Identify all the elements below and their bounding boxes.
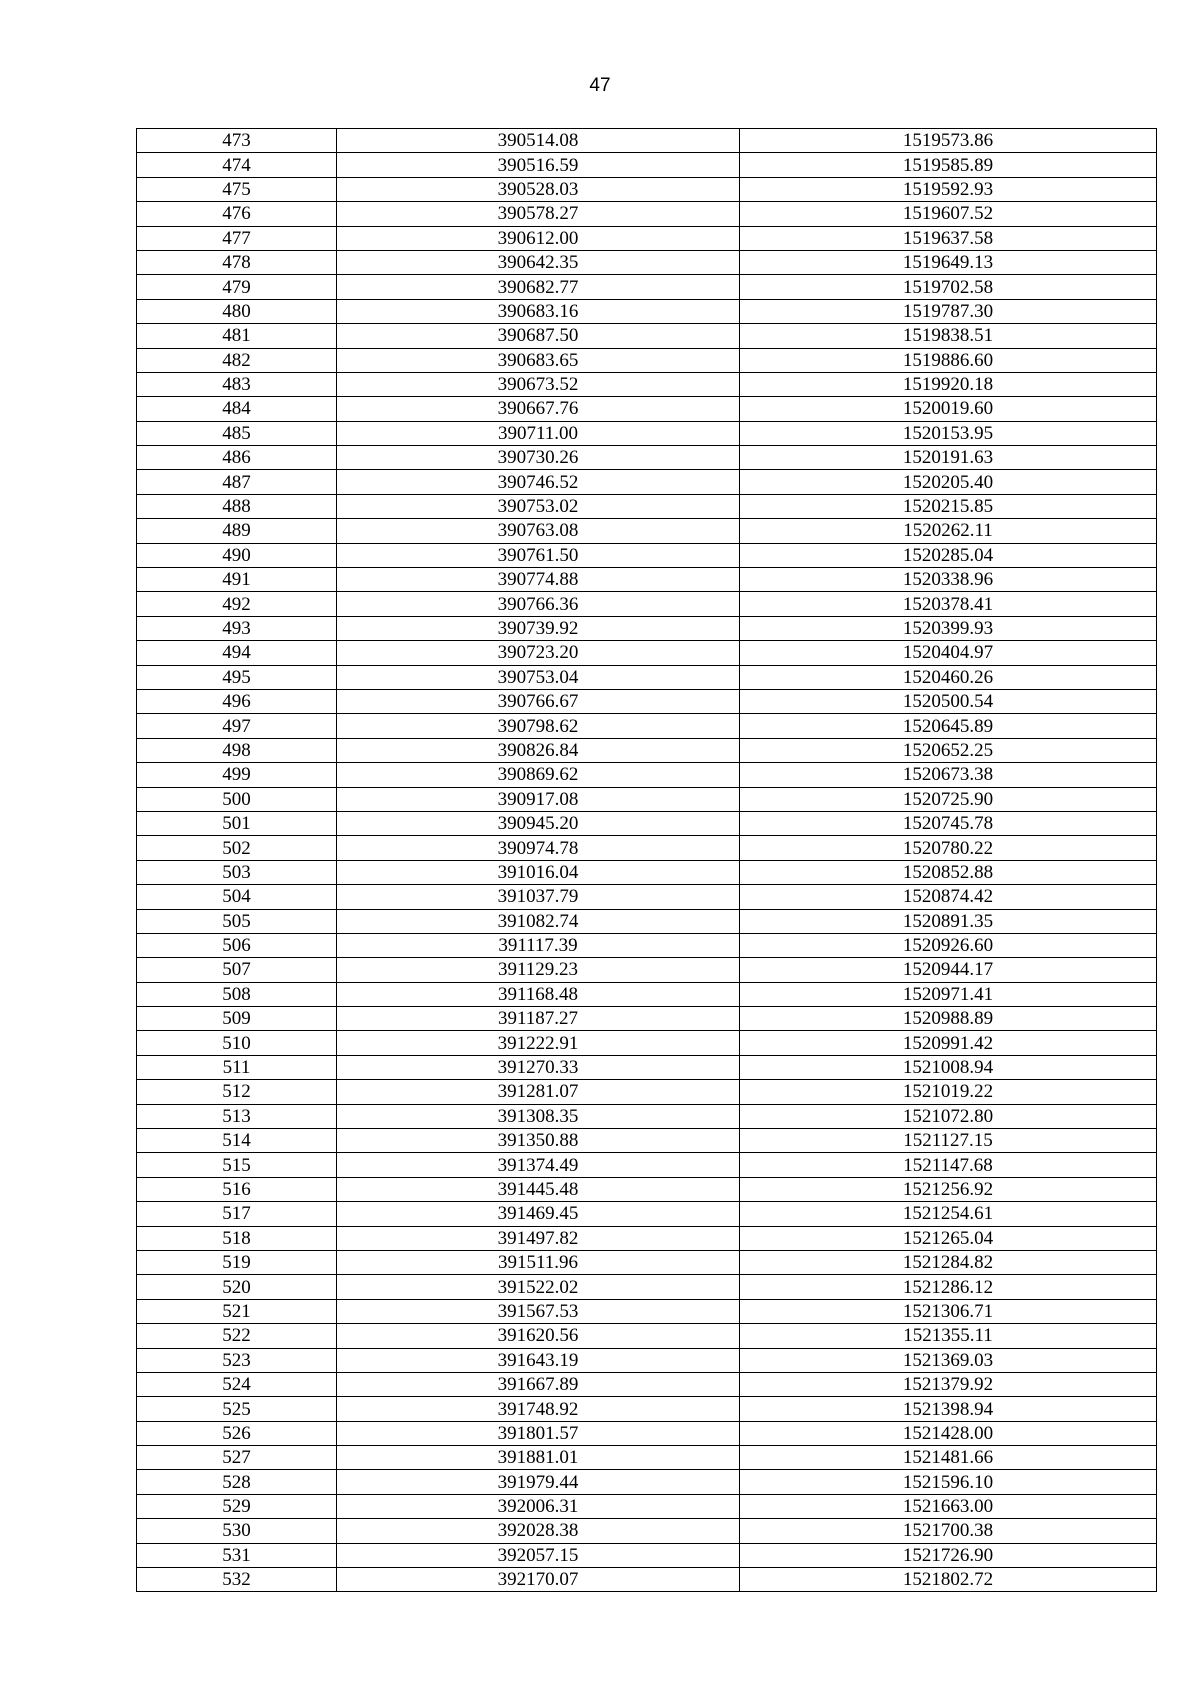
y-coordinate-cell: 1521306.71: [740, 1299, 1157, 1323]
table-row: [137, 1129, 1157, 1153]
point-number-cell: 474: [137, 153, 337, 177]
table-row: [137, 738, 1157, 762]
point-number-cell: 532: [137, 1568, 337, 1592]
table-row: [137, 1421, 1157, 1445]
x-coordinate-cell: 390974.78: [337, 836, 740, 860]
x-coordinate-cell: 390746.52: [337, 470, 740, 494]
point-number-cell: 515: [137, 1153, 337, 1177]
x-coordinate-cell: 391082.74: [337, 909, 740, 933]
x-coordinate-cell: 390753.04: [337, 665, 740, 689]
table-row: [137, 1007, 1157, 1031]
y-coordinate-cell: 1521286.12: [740, 1275, 1157, 1299]
x-coordinate-cell: 391445.48: [337, 1177, 740, 1201]
y-coordinate-cell: 1519649.13: [740, 250, 1157, 274]
y-coordinate-cell: 1521254.61: [740, 1202, 1157, 1226]
table-row: [137, 348, 1157, 372]
point-number-cell: 519: [137, 1250, 337, 1274]
y-coordinate-cell: 1521284.82: [740, 1250, 1157, 1274]
point-number-cell: 504: [137, 885, 337, 909]
point-number-cell: 514: [137, 1129, 337, 1153]
y-coordinate-cell: 1520500.54: [740, 689, 1157, 713]
x-coordinate-cell: 391643.19: [337, 1348, 740, 1372]
y-coordinate-cell: 1520988.89: [740, 1007, 1157, 1031]
point-number-cell: 479: [137, 275, 337, 299]
y-coordinate-cell: 1520725.90: [740, 787, 1157, 811]
point-number-cell: 486: [137, 446, 337, 470]
y-coordinate-cell: 1521256.92: [740, 1177, 1157, 1201]
table-row: [137, 1568, 1157, 1592]
x-coordinate-cell: 391374.49: [337, 1153, 740, 1177]
y-coordinate-cell: 1521019.22: [740, 1080, 1157, 1104]
point-number-cell: 512: [137, 1080, 337, 1104]
table-row: [137, 202, 1157, 226]
table-row: [137, 446, 1157, 470]
table-row: [137, 909, 1157, 933]
point-number-cell: 508: [137, 982, 337, 1006]
y-coordinate-cell: 1521663.00: [740, 1494, 1157, 1518]
x-coordinate-cell: 390826.84: [337, 738, 740, 762]
table-row: [137, 1494, 1157, 1518]
x-coordinate-cell: 391979.44: [337, 1470, 740, 1494]
x-coordinate-cell: 390753.02: [337, 494, 740, 518]
point-number-cell: 530: [137, 1519, 337, 1543]
table-row: [137, 494, 1157, 518]
table-row: [137, 885, 1157, 909]
y-coordinate-cell: 1521147.68: [740, 1153, 1157, 1177]
table-row: [137, 641, 1157, 665]
x-coordinate-cell: 391801.57: [337, 1421, 740, 1445]
x-coordinate-cell: 390917.08: [337, 787, 740, 811]
point-number-cell: 503: [137, 860, 337, 884]
table-row: [137, 397, 1157, 421]
y-coordinate-cell: 1521700.38: [740, 1519, 1157, 1543]
y-coordinate-cell: 1521072.80: [740, 1104, 1157, 1128]
x-coordinate-cell: 390642.35: [337, 250, 740, 274]
x-coordinate-cell: 390766.67: [337, 689, 740, 713]
point-number-cell: 497: [137, 714, 337, 738]
table-row: [137, 1177, 1157, 1201]
x-coordinate-cell: 390516.59: [337, 153, 740, 177]
x-coordinate-cell: 391270.33: [337, 1055, 740, 1079]
x-coordinate-cell: 391522.02: [337, 1275, 740, 1299]
table-row: [137, 299, 1157, 323]
table-row: [137, 1372, 1157, 1396]
y-coordinate-cell: 1520991.42: [740, 1031, 1157, 1055]
x-coordinate-cell: 391469.45: [337, 1202, 740, 1226]
point-number-cell: 496: [137, 689, 337, 713]
table-row: [137, 1519, 1157, 1543]
x-coordinate-cell: 390667.76: [337, 397, 740, 421]
table-row: [137, 421, 1157, 445]
point-number-cell: 485: [137, 421, 337, 445]
x-coordinate-cell: 391016.04: [337, 860, 740, 884]
y-coordinate-cell: 1520191.63: [740, 446, 1157, 470]
x-coordinate-cell: 390774.88: [337, 568, 740, 592]
y-coordinate-cell: 1519886.60: [740, 348, 1157, 372]
point-number-cell: 490: [137, 543, 337, 567]
y-coordinate-cell: 1520891.35: [740, 909, 1157, 933]
point-number-cell: 489: [137, 519, 337, 543]
y-coordinate-cell: 1520153.95: [740, 421, 1157, 445]
y-coordinate-cell: 1519920.18: [740, 372, 1157, 396]
point-number-cell: 521: [137, 1299, 337, 1323]
point-number-cell: 506: [137, 933, 337, 957]
point-number-cell: 507: [137, 958, 337, 982]
table-row: [137, 1104, 1157, 1128]
table-row: [137, 1055, 1157, 1079]
x-coordinate-cell: 392006.31: [337, 1494, 740, 1518]
point-number-cell: 494: [137, 641, 337, 665]
point-number-cell: 483: [137, 372, 337, 396]
y-coordinate-cell: 1520745.78: [740, 811, 1157, 835]
x-coordinate-cell: 391308.35: [337, 1104, 740, 1128]
y-coordinate-cell: 1520673.38: [740, 763, 1157, 787]
coordinates-table: [136, 128, 1157, 1592]
table-row: [137, 1397, 1157, 1421]
y-coordinate-cell: 1520338.96: [740, 568, 1157, 592]
point-number-cell: 475: [137, 177, 337, 201]
point-number-cell: 523: [137, 1348, 337, 1372]
point-number-cell: 498: [137, 738, 337, 762]
x-coordinate-cell: 390739.92: [337, 616, 740, 640]
y-coordinate-cell: 1520399.93: [740, 616, 1157, 640]
table-row: [137, 811, 1157, 835]
y-coordinate-cell: 1519787.30: [740, 299, 1157, 323]
point-number-cell: 501: [137, 811, 337, 835]
point-number-cell: 478: [137, 250, 337, 274]
y-coordinate-cell: 1519585.89: [740, 153, 1157, 177]
point-number-cell: 500: [137, 787, 337, 811]
point-number-cell: 518: [137, 1226, 337, 1250]
point-number-cell: 513: [137, 1104, 337, 1128]
x-coordinate-cell: 390763.08: [337, 519, 740, 543]
table-row: [137, 519, 1157, 543]
point-number-cell: 522: [137, 1324, 337, 1348]
point-number-cell: 477: [137, 226, 337, 250]
point-number-cell: 525: [137, 1397, 337, 1421]
y-coordinate-cell: 1521369.03: [740, 1348, 1157, 1372]
table-row: [137, 1324, 1157, 1348]
table-row: [137, 1275, 1157, 1299]
table-row: [137, 689, 1157, 713]
y-coordinate-cell: 1520404.97: [740, 641, 1157, 665]
table-row: [137, 129, 1157, 153]
x-coordinate-cell: 390612.00: [337, 226, 740, 250]
table-row: [137, 1080, 1157, 1104]
y-coordinate-cell: 1520780.22: [740, 836, 1157, 860]
point-number-cell: 488: [137, 494, 337, 518]
point-number-cell: 484: [137, 397, 337, 421]
x-coordinate-cell: 390869.62: [337, 763, 740, 787]
point-number-cell: 516: [137, 1177, 337, 1201]
table-row: [137, 1202, 1157, 1226]
point-number-cell: 495: [137, 665, 337, 689]
y-coordinate-cell: 1521265.04: [740, 1226, 1157, 1250]
x-coordinate-cell: 391222.91: [337, 1031, 740, 1055]
point-number-cell: 476: [137, 202, 337, 226]
y-coordinate-cell: 1520262.11: [740, 519, 1157, 543]
point-number-cell: 531: [137, 1543, 337, 1567]
x-coordinate-cell: 392028.38: [337, 1519, 740, 1543]
x-coordinate-cell: 391129.23: [337, 958, 740, 982]
x-coordinate-cell: 391187.27: [337, 1007, 740, 1031]
y-coordinate-cell: 1519637.58: [740, 226, 1157, 250]
point-number-cell: 524: [137, 1372, 337, 1396]
x-coordinate-cell: 391497.82: [337, 1226, 740, 1250]
y-coordinate-cell: 1519702.58: [740, 275, 1157, 299]
y-coordinate-cell: 1520019.60: [740, 397, 1157, 421]
point-number-cell: 480: [137, 299, 337, 323]
x-coordinate-cell: 391748.92: [337, 1397, 740, 1421]
y-coordinate-cell: 1520645.89: [740, 714, 1157, 738]
point-number-cell: 510: [137, 1031, 337, 1055]
table-row: [137, 592, 1157, 616]
y-coordinate-cell: 1519573.86: [740, 129, 1157, 153]
table-row: [137, 1348, 1157, 1372]
y-coordinate-cell: 1520285.04: [740, 543, 1157, 567]
table-row: [137, 153, 1157, 177]
point-number-cell: 526: [137, 1421, 337, 1445]
x-coordinate-cell: 390514.08: [337, 129, 740, 153]
point-number-cell: 505: [137, 909, 337, 933]
table-row: [137, 616, 1157, 640]
x-coordinate-cell: 391281.07: [337, 1080, 740, 1104]
table-row: [137, 763, 1157, 787]
table-row: [137, 958, 1157, 982]
x-coordinate-cell: 391620.56: [337, 1324, 740, 1348]
point-number-cell: 528: [137, 1470, 337, 1494]
y-coordinate-cell: 1521802.72: [740, 1568, 1157, 1592]
table-row: [137, 1250, 1157, 1274]
y-coordinate-cell: 1521008.94: [740, 1055, 1157, 1079]
y-coordinate-cell: 1521596.10: [740, 1470, 1157, 1494]
x-coordinate-cell: 392057.15: [337, 1543, 740, 1567]
y-coordinate-cell: 1520944.17: [740, 958, 1157, 982]
x-coordinate-cell: 391117.39: [337, 933, 740, 957]
y-coordinate-cell: 1520652.25: [740, 738, 1157, 762]
table-row: [137, 250, 1157, 274]
x-coordinate-cell: 390711.00: [337, 421, 740, 445]
table-row: [137, 933, 1157, 957]
table-row: [137, 787, 1157, 811]
table-row: [137, 372, 1157, 396]
y-coordinate-cell: 1521398.94: [740, 1397, 1157, 1421]
y-coordinate-cell: 1521127.15: [740, 1129, 1157, 1153]
table-row: [137, 982, 1157, 1006]
y-coordinate-cell: 1521428.00: [740, 1421, 1157, 1445]
x-coordinate-cell: 391667.89: [337, 1372, 740, 1396]
y-coordinate-cell: 1521355.11: [740, 1324, 1157, 1348]
y-coordinate-cell: 1520460.26: [740, 665, 1157, 689]
y-coordinate-cell: 1520852.88: [740, 860, 1157, 884]
point-number-cell: 487: [137, 470, 337, 494]
y-coordinate-cell: 1520926.60: [740, 933, 1157, 957]
coordinates-table-body: [137, 129, 1157, 1592]
x-coordinate-cell: 390761.50: [337, 543, 740, 567]
y-coordinate-cell: 1521726.90: [740, 1543, 1157, 1567]
x-coordinate-cell: 391511.96: [337, 1250, 740, 1274]
table-row: [137, 860, 1157, 884]
x-coordinate-cell: 390945.20: [337, 811, 740, 835]
y-coordinate-cell: 1520205.40: [740, 470, 1157, 494]
x-coordinate-cell: 390683.65: [337, 348, 740, 372]
x-coordinate-cell: 390687.50: [337, 324, 740, 348]
table-row: [137, 1299, 1157, 1323]
y-coordinate-cell: 1519607.52: [740, 202, 1157, 226]
x-coordinate-cell: 391881.01: [337, 1446, 740, 1470]
point-number-cell: 527: [137, 1446, 337, 1470]
y-coordinate-cell: 1520378.41: [740, 592, 1157, 616]
point-number-cell: 482: [137, 348, 337, 372]
x-coordinate-cell: 391037.79: [337, 885, 740, 909]
x-coordinate-cell: 392170.07: [337, 1568, 740, 1592]
x-coordinate-cell: 390766.36: [337, 592, 740, 616]
table-row: [137, 665, 1157, 689]
y-coordinate-cell: 1520874.42: [740, 885, 1157, 909]
y-coordinate-cell: 1520971.41: [740, 982, 1157, 1006]
point-number-cell: 511: [137, 1055, 337, 1079]
point-number-cell: 509: [137, 1007, 337, 1031]
page-number: 47: [589, 75, 611, 96]
x-coordinate-cell: 390673.52: [337, 372, 740, 396]
y-coordinate-cell: 1519838.51: [740, 324, 1157, 348]
point-number-cell: 520: [137, 1275, 337, 1299]
point-number-cell: 502: [137, 836, 337, 860]
table-row: [137, 275, 1157, 299]
x-coordinate-cell: 390723.20: [337, 641, 740, 665]
table-row: [137, 1470, 1157, 1494]
point-number-cell: 481: [137, 324, 337, 348]
table-row: [137, 714, 1157, 738]
table-row: [137, 568, 1157, 592]
table-row: [137, 1031, 1157, 1055]
point-number-cell: 491: [137, 568, 337, 592]
point-number-cell: 492: [137, 592, 337, 616]
point-number-cell: 517: [137, 1202, 337, 1226]
table-row: [137, 470, 1157, 494]
x-coordinate-cell: 390578.27: [337, 202, 740, 226]
x-coordinate-cell: 390528.03: [337, 177, 740, 201]
table-row: [137, 1226, 1157, 1250]
point-number-cell: 473: [137, 129, 337, 153]
table-row: [137, 543, 1157, 567]
table-row: [137, 324, 1157, 348]
point-number-cell: 529: [137, 1494, 337, 1518]
table-row: [137, 1543, 1157, 1567]
x-coordinate-cell: 390682.77: [337, 275, 740, 299]
x-coordinate-cell: 390683.16: [337, 299, 740, 323]
point-number-cell: 493: [137, 616, 337, 640]
point-number-cell: 499: [137, 763, 337, 787]
table-row: [137, 177, 1157, 201]
x-coordinate-cell: 390730.26: [337, 446, 740, 470]
x-coordinate-cell: 391567.53: [337, 1299, 740, 1323]
y-coordinate-cell: 1520215.85: [740, 494, 1157, 518]
y-coordinate-cell: 1519592.93: [740, 177, 1157, 201]
y-coordinate-cell: 1521379.92: [740, 1372, 1157, 1396]
table-row: [137, 226, 1157, 250]
table-row: [137, 1153, 1157, 1177]
x-coordinate-cell: 390798.62: [337, 714, 740, 738]
x-coordinate-cell: 391350.88: [337, 1129, 740, 1153]
y-coordinate-cell: 1521481.66: [740, 1446, 1157, 1470]
table-row: [137, 836, 1157, 860]
x-coordinate-cell: 391168.48: [337, 982, 740, 1006]
table-row: [137, 1446, 1157, 1470]
